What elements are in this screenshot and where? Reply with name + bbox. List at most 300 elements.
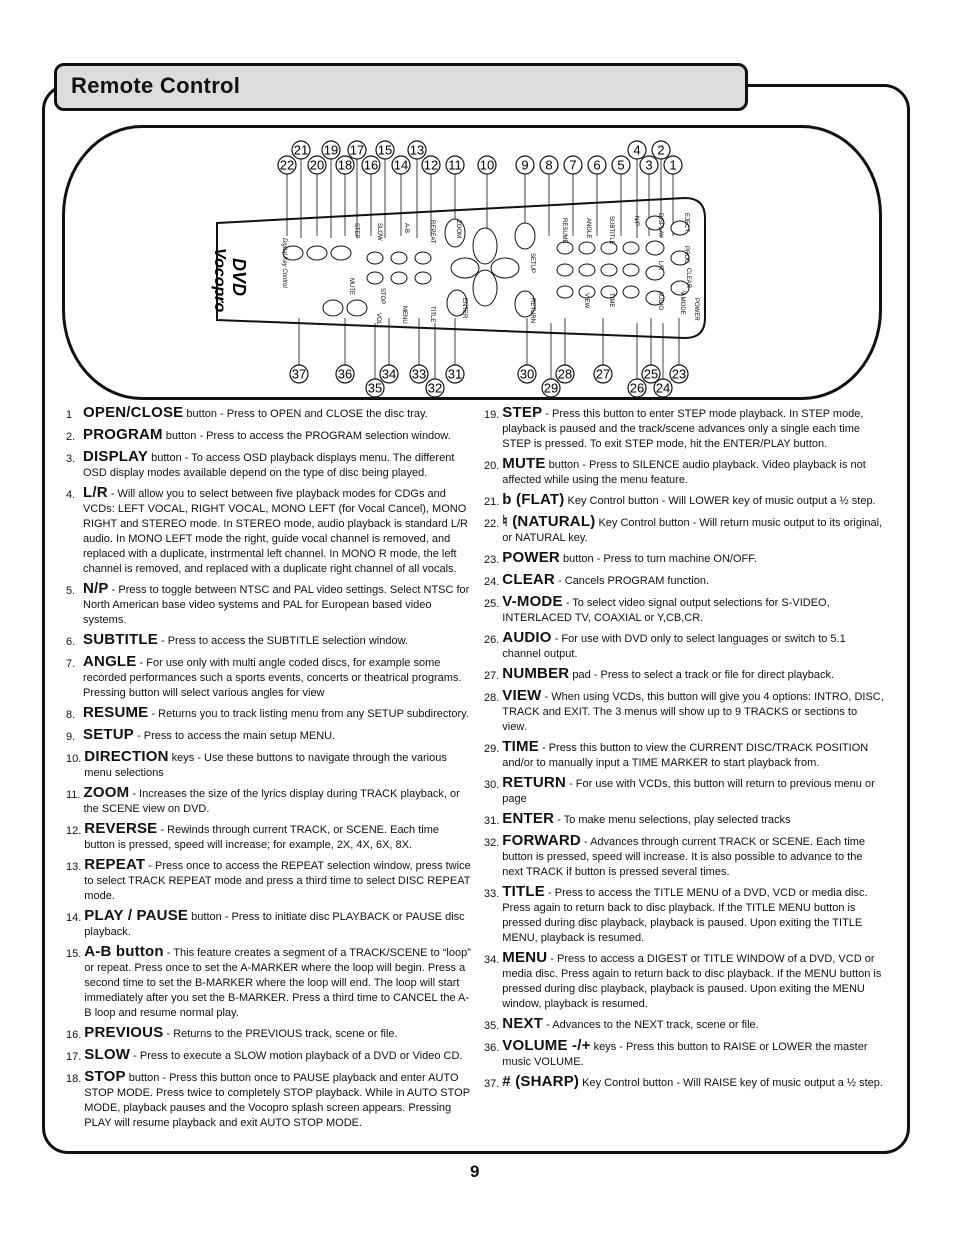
nav-left-button xyxy=(451,258,479,278)
item-number: 27. xyxy=(484,670,500,682)
item-term: STEP xyxy=(502,404,543,421)
item-term: ENTER xyxy=(502,810,555,827)
item-body xyxy=(83,654,471,701)
item-body xyxy=(84,1025,471,1043)
callout-23 xyxy=(670,365,688,383)
item-number: 11. xyxy=(66,789,81,801)
callout-12 xyxy=(422,156,440,174)
item-body xyxy=(83,427,471,445)
item-description: button - Press to initiate disc PLAYBACK or PAUSE disc playback. xyxy=(84,911,465,938)
key-control-button xyxy=(331,246,351,260)
item-number: 3. xyxy=(66,453,76,465)
item-description: - For use only with multi angle coded discs, for example some recorded performances such a sports events, concerts or theatrical programs. Pressing button will select various angles for view xyxy=(83,657,462,699)
item-body xyxy=(502,514,884,546)
description-item xyxy=(66,727,471,745)
item-description: button - Press this button once to PAUSE playback and enter AUTO STOP MODE. Press twice to completely STOP playback. While in AUTO STOP MODE, playback pauses and the Vocopro splash screen appears. Pressing PLAY will resume playback and exit AUTO STOP MODE. xyxy=(84,1072,470,1129)
description-item xyxy=(484,666,884,684)
svg-text:9: 9 xyxy=(521,157,529,173)
button-label: L/R xyxy=(657,261,663,271)
callout-31 xyxy=(446,365,464,383)
item-term: MENU xyxy=(502,949,548,966)
description-item xyxy=(484,514,884,546)
description-item xyxy=(66,785,471,817)
svg-text:1: 1 xyxy=(669,157,677,173)
item-body xyxy=(502,950,884,1012)
item-description: - Press once to access the REPEAT selection window, press twice to select TRACK REPEAT mode and press a third time to select DISC REPEAT mode. xyxy=(84,860,471,902)
callout-33 xyxy=(410,365,428,383)
zoom-button xyxy=(445,219,465,247)
button-label: ANGLE xyxy=(585,218,591,239)
step-button xyxy=(515,223,535,249)
item-body xyxy=(84,1069,471,1131)
button-label: A-B xyxy=(403,223,409,234)
item-description: - Cancels PROGRAM function. xyxy=(554,575,710,587)
button-label: RETURN xyxy=(529,298,535,323)
callout-2 xyxy=(652,141,670,159)
callout-27 xyxy=(594,365,612,383)
item-body xyxy=(502,1038,884,1070)
callout-9 xyxy=(516,156,534,174)
item-number: 19. xyxy=(484,409,500,421)
description-item xyxy=(484,456,884,488)
item-body xyxy=(502,456,884,488)
description-item xyxy=(484,630,884,662)
svg-text:26: 26 xyxy=(629,380,645,396)
callout-30 xyxy=(518,365,536,383)
description-item xyxy=(484,1016,884,1034)
svg-text:18: 18 xyxy=(337,157,353,173)
description-item xyxy=(66,485,471,577)
item-body xyxy=(502,572,884,590)
item-description: - Press to execute a SLOW motion playback of a DVD or Video CD. xyxy=(130,1050,463,1062)
item-body xyxy=(502,1016,884,1034)
svg-text:31: 31 xyxy=(447,366,463,382)
button-label: RESUME xyxy=(561,218,567,244)
svg-text:34: 34 xyxy=(381,366,397,382)
callout-16 xyxy=(362,156,380,174)
volume-down-button xyxy=(323,300,343,316)
button-label: DISPLAY xyxy=(657,213,663,238)
item-body xyxy=(84,821,471,853)
callout-37 xyxy=(290,365,308,383)
item-body xyxy=(83,727,471,745)
item-term: L/R xyxy=(83,484,108,501)
item-body xyxy=(83,785,471,817)
description-item xyxy=(66,705,471,723)
button-label: POWER xyxy=(693,298,699,321)
item-number: 22. xyxy=(484,518,500,530)
transport-button xyxy=(367,252,383,264)
callout-6 xyxy=(588,156,606,174)
svg-text:12: 12 xyxy=(423,157,439,173)
item-term: POWER xyxy=(502,549,560,566)
svg-text:23: 23 xyxy=(671,366,687,382)
svg-text:33: 33 xyxy=(411,366,427,382)
item-term: FORWARD xyxy=(502,832,581,849)
item-description: - Press to access the SUBTITLE selection window. xyxy=(157,635,408,647)
svg-text:28: 28 xyxy=(557,366,573,382)
button-label: SLOW xyxy=(376,223,382,241)
item-term: RESUME xyxy=(83,704,149,721)
description-item xyxy=(66,427,471,445)
callout-14 xyxy=(392,156,410,174)
item-number: 16. xyxy=(66,1029,82,1041)
item-description: - For use with DVD only to select languages or switch to 5.1 channel output. xyxy=(502,633,846,660)
item-body xyxy=(83,449,471,481)
item-number: 33. xyxy=(484,888,500,900)
svg-text:20: 20 xyxy=(309,157,325,173)
description-item xyxy=(484,1038,884,1070)
svg-text:7: 7 xyxy=(569,157,577,173)
item-number: 2. xyxy=(66,431,76,443)
item-body xyxy=(83,632,471,650)
item-term: PLAY / PAUSE xyxy=(84,907,189,924)
number-pad-button xyxy=(557,264,573,276)
item-body xyxy=(83,485,471,577)
description-item xyxy=(484,833,884,880)
item-term: AUDIO xyxy=(502,629,552,646)
nav-up-button xyxy=(473,228,497,264)
button-label: EJECT xyxy=(683,213,689,233)
item-number: 15. xyxy=(66,948,82,960)
callout-19 xyxy=(322,141,340,159)
item-number: 4. xyxy=(66,489,76,501)
description-item xyxy=(66,749,471,781)
item-body xyxy=(84,1047,471,1065)
remote-diagram xyxy=(65,128,882,400)
number-pad-button xyxy=(623,242,639,254)
item-body xyxy=(83,705,471,723)
description-item xyxy=(66,632,471,650)
brand-vocopro: Vocopro xyxy=(211,248,228,313)
item-term: REVERSE xyxy=(84,820,158,837)
description-item xyxy=(66,405,471,423)
description-item xyxy=(66,1025,471,1043)
nav-right-button xyxy=(491,258,519,278)
number-pad-button xyxy=(623,286,639,298)
callout-32 xyxy=(426,379,444,397)
callout-20 xyxy=(308,156,326,174)
item-number: 29. xyxy=(484,743,500,755)
item-number: 13. xyxy=(66,861,82,873)
item-description: - When using VCDs, this button will give you 4 options: INTRO, DISC, TRACK and EXIT. The 3 menus will show up to 9 TRACKS or sections to view. xyxy=(502,691,884,733)
item-description: - Will allow you to select between five playback modes for CDGs and VCDs: LEFT VOCAL, RIGHT VOCAL, MONO LEFT (for Vocal Cancel), MONO RIGHT and STEREO mode. In STEREO mode, audio playback is standard L/R audio. In MONO LEFT mode the right, guide vocal channel is removed, and replaced with a duplicate, instrmental left channel. In MONO R mode, the left channel is removed, and replaced with a duplicate right channel of all vocals. xyxy=(83,488,468,575)
svg-text:37: 37 xyxy=(291,366,307,382)
button-label: AUDIO xyxy=(657,291,663,311)
item-term: MUTE xyxy=(502,455,546,472)
right-column xyxy=(484,405,884,1096)
transport-button xyxy=(391,252,407,264)
item-description: - For use with VCDs, this button will return to previous menu or page xyxy=(502,778,875,805)
item-description: - Press to access the TITLE MENU of a DVD, VCD or media disc. Press again to return back to disc playback. If the TITLE MENU button is pressed during disc playback, playback is paused. Upon exiting the TITLE MENU, playback is resumed. xyxy=(502,887,868,944)
item-term: SUBTITLE xyxy=(83,631,158,648)
callout-17 xyxy=(348,141,366,159)
item-term: RETURN xyxy=(502,774,566,791)
item-body xyxy=(502,884,884,946)
item-description: button - Press to access the PROGRAM selection window. xyxy=(162,430,451,442)
section-title-tab xyxy=(54,63,748,111)
button-label: REPEAT xyxy=(429,220,435,244)
description-item xyxy=(66,821,471,853)
number-pad-button xyxy=(623,264,639,276)
item-number: 31. xyxy=(484,815,500,827)
item-body xyxy=(502,666,884,684)
svg-text:2: 2 xyxy=(657,142,665,158)
svg-text:16: 16 xyxy=(363,157,379,173)
svg-text:27: 27 xyxy=(595,366,611,382)
description-item xyxy=(484,884,884,946)
description-item xyxy=(66,944,471,1021)
item-number: 32. xyxy=(484,837,500,849)
description-item xyxy=(484,405,884,452)
description-item xyxy=(484,950,884,1012)
item-term: TIME xyxy=(502,738,539,755)
item-term: ZOOM xyxy=(83,784,130,801)
item-body xyxy=(83,581,471,628)
item-description: keys - Use these buttons to navigate through the various menu selections xyxy=(84,752,447,779)
item-description: - This feature creates a segment of a TRACK/SCENE to “loop” or repeat. Press once to set the A-MARKER where the loop will begin. Press a second time to set the B-MARKER where the loop will end. The loop will start immediately after you set the B-MARKER. Press a third time to CANCEL the A-B loop and resume normal play. xyxy=(84,947,471,1019)
item-number: 24. xyxy=(484,576,500,588)
callout-4 xyxy=(628,141,646,159)
description-item xyxy=(66,1069,471,1131)
number-pad-button xyxy=(601,264,617,276)
item-number: 21. xyxy=(484,496,500,508)
svg-text:29: 29 xyxy=(543,380,559,396)
item-body xyxy=(502,833,884,880)
svg-text:30: 30 xyxy=(519,366,535,382)
item-term: REPEAT xyxy=(84,856,146,873)
item-body xyxy=(502,594,884,626)
callout-15 xyxy=(376,141,394,159)
item-number: 37. xyxy=(484,1078,500,1090)
item-number: 5. xyxy=(66,585,76,597)
callout-18 xyxy=(336,156,354,174)
svg-text:21: 21 xyxy=(293,142,309,158)
callout-24 xyxy=(654,379,672,397)
callout-5 xyxy=(612,156,630,174)
callout-13 xyxy=(408,141,426,159)
callout-1 xyxy=(664,156,682,174)
svg-text:36: 36 xyxy=(337,366,353,382)
item-description: button - Press to turn machine ON/OFF. xyxy=(559,553,757,565)
item-number: 10. xyxy=(66,753,82,765)
item-number: 35. xyxy=(484,1020,500,1032)
button-label: TITLE xyxy=(429,306,435,323)
button-label: SETUP xyxy=(529,253,535,274)
item-term: DISPLAY xyxy=(83,448,149,465)
item-number: 26. xyxy=(484,634,500,646)
svg-text:22: 22 xyxy=(279,157,295,173)
item-term: # (SHARP) xyxy=(502,1073,580,1090)
description-item xyxy=(484,811,884,829)
remote-illustration xyxy=(62,125,882,400)
item-number: 8. xyxy=(66,709,76,721)
item-term: VIEW xyxy=(502,687,542,704)
item-number: 36. xyxy=(484,1042,500,1054)
item-term: A-B button xyxy=(84,943,164,960)
item-term: PREVIOUS xyxy=(84,1024,164,1041)
number-pad-button xyxy=(557,286,573,298)
item-description: - Increases the size of the lyrics display during TRACK playback, or the SCENE view on DVD. xyxy=(83,788,460,815)
svg-text:10: 10 xyxy=(479,157,495,173)
item-number: 25. xyxy=(484,598,500,610)
svg-text:14: 14 xyxy=(393,157,409,173)
item-body xyxy=(502,775,884,807)
item-description: Key Control button - Will RAISE key of music output a ½ step. xyxy=(579,1077,883,1089)
description-item xyxy=(484,492,884,510)
item-description: - Advances to the NEXT track, scene or file. xyxy=(543,1019,759,1031)
item-number: 17. xyxy=(66,1051,82,1063)
nav-down-button xyxy=(473,270,497,306)
item-description: keys - Press this button to RAISE or LOWER the master music VOLUME. xyxy=(502,1041,868,1068)
item-term: PROGRAM xyxy=(83,426,163,443)
description-item xyxy=(484,1074,884,1092)
button-label: ENTER xyxy=(461,298,467,319)
svg-text:11: 11 xyxy=(448,157,462,173)
callout-26 xyxy=(628,379,646,397)
item-description: - Returns to the PREVIOUS track, scene or file. xyxy=(163,1028,398,1040)
description-item xyxy=(484,594,884,626)
svg-text:8: 8 xyxy=(545,157,553,173)
button-label: CLEAR xyxy=(685,268,691,289)
digital-key-label: Digital Key Control xyxy=(281,238,287,288)
item-description: - Press this button to enter STEP mode playback. In STEP mode, playback is paused and the track/scene advances only a single each time STEP is pressed. To exit STEP mode, hit the ENTER/PLAY button. xyxy=(502,408,864,450)
item-term: DIRECTION xyxy=(84,748,169,765)
svg-text:4: 4 xyxy=(633,142,641,158)
description-item xyxy=(484,739,884,771)
item-number: 28. xyxy=(484,692,500,704)
key-control-button xyxy=(307,246,327,260)
item-body xyxy=(502,811,884,829)
section-title: Remote Control xyxy=(71,73,241,98)
item-term: NEXT xyxy=(502,1015,544,1032)
item-description: - Advances through current TRACK or SCENE. Each time button is pressed, speed will increase. It is also possible to advance to the next TRACK if button is pressed several times. xyxy=(502,836,866,878)
item-number: 7. xyxy=(66,658,76,670)
item-term: ANGLE xyxy=(83,653,137,670)
callout-21 xyxy=(292,141,310,159)
item-description: - To make menu selections, play selected tracks xyxy=(554,814,791,826)
callout-28 xyxy=(556,365,574,383)
callout-35 xyxy=(366,379,384,397)
button-label: N/P xyxy=(633,216,639,227)
button-label: ZOOM xyxy=(455,220,461,238)
callout-8 xyxy=(540,156,558,174)
description-item xyxy=(66,654,471,701)
item-term: STOP xyxy=(84,1068,126,1085)
callout-10 xyxy=(478,156,496,174)
transport-button xyxy=(415,272,431,284)
item-body xyxy=(83,405,471,423)
item-term: SLOW xyxy=(84,1046,131,1063)
item-number: 23. xyxy=(484,554,500,566)
item-term: VOLUME -/+ xyxy=(502,1037,591,1054)
item-term: ♮ (NATURAL) xyxy=(502,513,596,530)
item-number: 9. xyxy=(66,731,76,743)
description-item xyxy=(484,688,884,735)
item-description: Key Control button - Will LOWER key of music output a ½ step. xyxy=(564,495,876,507)
svg-text:15: 15 xyxy=(377,142,393,158)
item-term: N/P xyxy=(83,580,109,597)
svg-text:24: 24 xyxy=(655,380,671,396)
button-label: MENU xyxy=(401,306,407,324)
item-term: TITLE xyxy=(502,883,545,900)
svg-text:17: 17 xyxy=(349,142,365,158)
svg-text:3: 3 xyxy=(645,157,653,173)
item-description: - Press to toggle between NTSC and PAL video settings. Select NTSC for North American base video systems and PAL for European based video systems. xyxy=(83,584,470,626)
item-body xyxy=(502,492,884,510)
callout-11 xyxy=(446,156,464,174)
item-description: pad - Press to select a track or file for direct playback. xyxy=(569,669,835,681)
item-description: - Press to access a DIGEST or TITLE WINDOW of a DVD, VCD or media disc. Press again to return back to disc playback. If the MENU button is pressed during disc playback, playback is paused. Upon exiting the MENU window, playback is resumed. xyxy=(502,953,882,1010)
item-description: Key Control button - Will return music output to its original, or NATURAL key. xyxy=(502,517,883,544)
svg-text:5: 5 xyxy=(617,157,625,173)
item-number: 18. xyxy=(66,1073,82,1085)
item-description: - To select video signal output selections for S-VIDEO, INTERLACED TV, COAXIAL or Y,CB,CR. xyxy=(502,597,830,624)
svg-text:25: 25 xyxy=(643,366,659,382)
svg-text:32: 32 xyxy=(427,380,443,396)
item-term: b (FLAT) xyxy=(502,491,565,508)
item-description: - Press this button to view the CURRENT DISC/TRACK POSITION and/or to manually input a TIME MARKER to start playback from. xyxy=(502,742,869,769)
button-label: STOP xyxy=(379,288,385,305)
description-item xyxy=(66,581,471,628)
callout-22 xyxy=(278,156,296,174)
item-term: NUMBER xyxy=(502,665,570,682)
button-label: SUBTITLE xyxy=(608,216,614,245)
button-label: MUTE xyxy=(348,278,354,295)
transport-button xyxy=(391,272,407,284)
svg-text:6: 6 xyxy=(593,157,601,173)
item-term: SETUP xyxy=(83,726,135,743)
brand-dvd: DVD xyxy=(229,258,249,297)
callout-29 xyxy=(542,379,560,397)
item-term: CLEAR xyxy=(502,571,555,588)
description-item xyxy=(66,449,471,481)
item-number: 12. xyxy=(66,825,82,837)
item-number: 34. xyxy=(484,954,500,966)
svg-text:19: 19 xyxy=(323,142,339,158)
function-button xyxy=(646,241,664,255)
description-item xyxy=(66,1047,471,1065)
button-label: VIEW xyxy=(583,293,589,309)
description-item xyxy=(484,572,884,590)
number-pad-button xyxy=(579,264,595,276)
left-column xyxy=(66,405,471,1135)
item-body xyxy=(502,550,884,568)
transport-button xyxy=(367,272,383,284)
item-description: - Returns you to track listing menu from any SETUP subdirectory. xyxy=(148,708,469,720)
item-body xyxy=(84,857,471,904)
button-label: VOL xyxy=(375,313,381,326)
callout-34 xyxy=(380,365,398,383)
page-number: 9 xyxy=(470,1162,480,1181)
number-pad-button xyxy=(579,242,595,254)
callout-3 xyxy=(640,156,658,174)
item-description: button - To access OSD playback displays menu. The different OSD display modes available depend on the type of disc being played. xyxy=(83,452,455,479)
item-body xyxy=(84,908,471,940)
description-item xyxy=(66,857,471,904)
item-body xyxy=(502,688,884,735)
button-label: STEP xyxy=(353,223,359,239)
svg-text:13: 13 xyxy=(409,142,425,158)
item-body xyxy=(502,739,884,771)
item-number: 30. xyxy=(484,779,500,791)
item-term: V-MODE xyxy=(502,593,563,610)
callout-36 xyxy=(336,365,354,383)
description-item xyxy=(484,775,884,807)
item-number: 20. xyxy=(484,460,500,472)
button-label: PROG xyxy=(683,246,689,264)
item-description: - Press to access the main setup MENU. xyxy=(134,730,336,742)
